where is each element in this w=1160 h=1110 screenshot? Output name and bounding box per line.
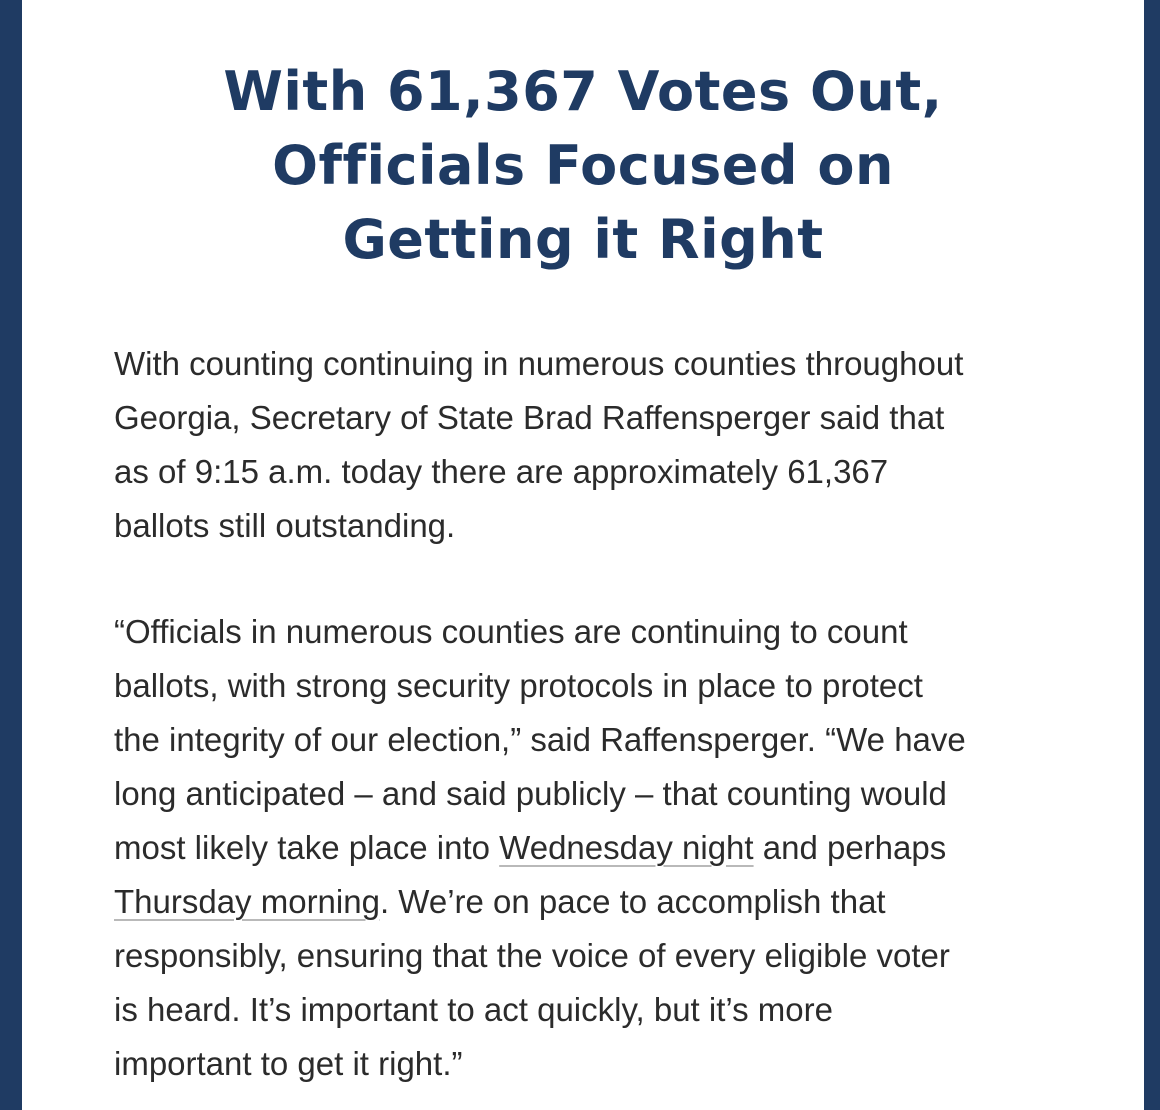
headline-line: With 61,367 Votes Out, [223, 60, 943, 123]
text-line: With counting continuing in numerous counties throughout [114, 345, 964, 382]
paragraph-intro [114, 337, 1074, 553]
text-line: as of 9:15 a.m. today there are approximately 61,367 [114, 453, 889, 490]
text-line: ballots, with strong security protocols in place to protect [114, 667, 923, 704]
thursday-morning-link[interactable]: Thursday morning [114, 883, 380, 920]
text-line: long anticipated – and said publicly – that counting would [114, 775, 947, 812]
text-line: “Officials in numerous counties are continuing to count [114, 613, 908, 650]
headline-line: Getting it Right [342, 208, 824, 271]
text-line: is heard. It’s important to act quickly, but it’s more [114, 991, 833, 1028]
text-line: ballots still outstanding. [114, 507, 456, 544]
text-segment: and perhaps [753, 829, 947, 866]
text-line [114, 821, 1074, 875]
text-line: Georgia, Secretary of State Brad Raffensperger said that [114, 399, 945, 436]
text-line: the integrity of our election,” said Raffensperger. “We have [114, 721, 966, 758]
text-line: important to get it right.” [114, 1045, 463, 1082]
paragraph-quote [114, 605, 1074, 1091]
text-line: responsibly, ensuring that the voice of every eligible voter [114, 937, 950, 974]
text-segment: . We’re on pace to accomplish that [379, 883, 886, 920]
headline-line: Officials Focused on [272, 134, 894, 197]
text-segment: most likely take place into [114, 829, 500, 866]
text-line [114, 875, 1074, 929]
press-release-page [22, 0, 1144, 1110]
headline [22, 55, 1144, 277]
wednesday-night-link[interactable]: Wednesday night [499, 829, 754, 866]
article-body [114, 337, 1074, 1091]
